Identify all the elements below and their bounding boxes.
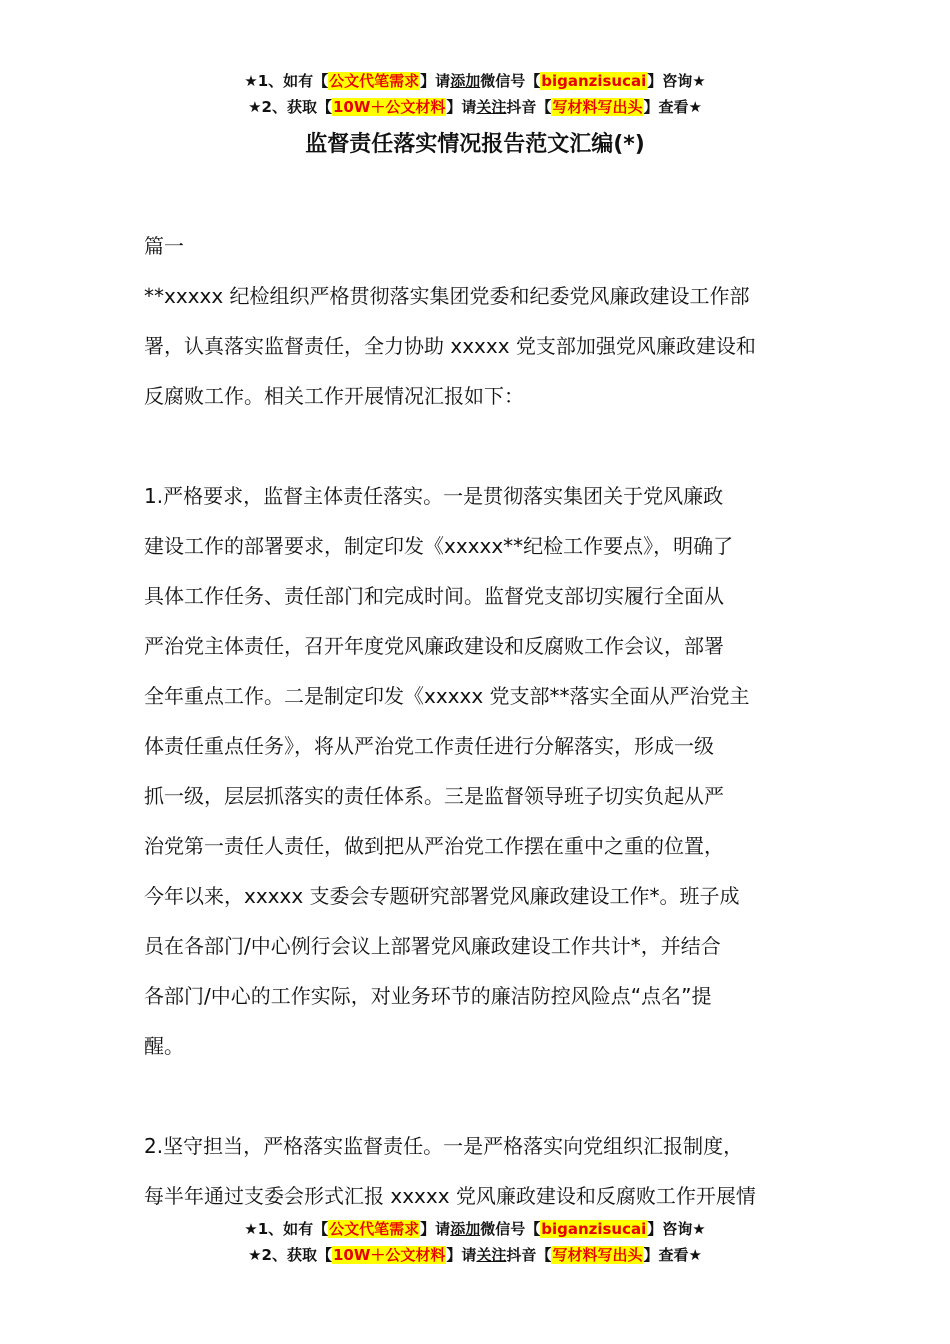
banner-text: 抖音【 [506, 1246, 552, 1264]
paragraph-gap [144, 421, 834, 471]
para1-line: 醒。 [144, 1034, 184, 1058]
banner-line-2 [0, 1242, 950, 1268]
banner-text: 】查看★ [643, 98, 702, 116]
document-body [144, 221, 834, 1221]
para2-line: 每半年通过支委会形式汇报 xxxxx 党风廉政建设和反腐败工作开展情 [144, 1184, 756, 1208]
intro-line: 反腐败工作。相关工作开展情况汇报如下： [144, 384, 524, 408]
document-title: 监督责任落实情况报告范文汇编(*) [305, 132, 645, 157]
para1-line: 具体工作任务、责任部门和完成时间。监督党支部切实履行全面从 [144, 584, 724, 608]
banner-text: 】请 [446, 1246, 477, 1264]
banner-text-underlined: 关注 [476, 98, 507, 116]
banner-text: 微信号【 [480, 1220, 541, 1238]
banner-line-1 [0, 1216, 950, 1242]
banner-text-underlined: 关注 [476, 1246, 507, 1264]
bottom-banner [0, 1216, 950, 1268]
para1-line: 全年重点工作。二是制定印发《xxxxx 党支部**落实全面从严治党主 [144, 684, 750, 708]
highlight-materials: 10W＋公文材料 [332, 1246, 446, 1264]
banner-text: ★2、获取【 [248, 98, 332, 116]
banner-text: 抖音【 [506, 98, 552, 116]
banner-text: ★1、如有【 [244, 72, 329, 90]
banner-text: 】请 [420, 1220, 451, 1238]
para1-line: 1.严格要求，监督主体责任落实。一是贯彻落实集团关于党风廉政 [144, 484, 724, 508]
highlight-wechat-id: biganzisucai [541, 1220, 647, 1238]
banner-text: ★1、如有【 [244, 1220, 329, 1238]
para1-line: 治党第一责任人责任，做到把从严治党工作摆在重中之重的位置， [144, 834, 724, 858]
banner-text: 】请 [446, 98, 477, 116]
banner-line-2 [0, 94, 950, 120]
highlight-materials: 10W＋公文材料 [332, 98, 446, 116]
highlight-service: 公文代笔需求 [329, 72, 420, 90]
paragraph-gap [144, 1071, 834, 1121]
para1-line: 抓一级，层层抓落实的责任体系。三是监督领导班子切实负起从严 [144, 784, 724, 808]
banner-text-underlined: 添加 [450, 72, 481, 90]
banner-text: 微信号【 [480, 72, 541, 90]
para1-line: 各部门/中心的工作实际，对业务环节的廉洁防控风险点“点名”提 [144, 984, 712, 1008]
intro-line: 署，认真落实监督责任，全力协助 xxxxx 党支部加强党风廉政建设和 [144, 334, 756, 358]
intro-line: **xxxxx 纪检组织严格贯彻落实集团党委和纪委党风廉政建设工作部 [144, 284, 750, 308]
para1-line: 今年以来，xxxxx 支委会专题研究部署党风廉政建设工作*。班子成 [144, 884, 740, 908]
banner-text: ★2、获取【 [248, 1246, 332, 1264]
banner-text-underlined: 添加 [450, 1220, 481, 1238]
para2-line: 2.坚守担当，严格落实监督责任。一是严格落实向党组织汇报制度， [144, 1134, 744, 1158]
para1-line: 员在各部门/中心例行会议上部署党风廉政建设工作共计*，并结合 [144, 934, 721, 958]
highlight-douyin-account: 写材料写出头 [552, 98, 643, 116]
highlight-douyin-account: 写材料写出头 [552, 1246, 643, 1264]
banner-text: 】请 [420, 72, 451, 90]
section-label: 篇一 [144, 234, 184, 258]
banner-line-1 [0, 68, 950, 94]
highlight-service: 公文代笔需求 [329, 1220, 420, 1238]
banner-text: 】咨询★ [647, 72, 706, 90]
para1-line: 体责任重点任务》，将从严治党工作责任进行分解落实，形成一级 [144, 734, 714, 758]
top-banner [0, 68, 950, 120]
banner-text: 】查看★ [643, 1246, 702, 1264]
highlight-wechat-id: biganzisucai [541, 72, 647, 90]
para1-line: 严治党主体责任，召开年度党风廉政建设和反腐败工作会议，部署 [144, 634, 724, 658]
para1-line: 建设工作的部署要求，制定印发《xxxxx**纪检工作要点》，明确了 [144, 534, 734, 558]
banner-text: 】咨询★ [647, 1220, 706, 1238]
